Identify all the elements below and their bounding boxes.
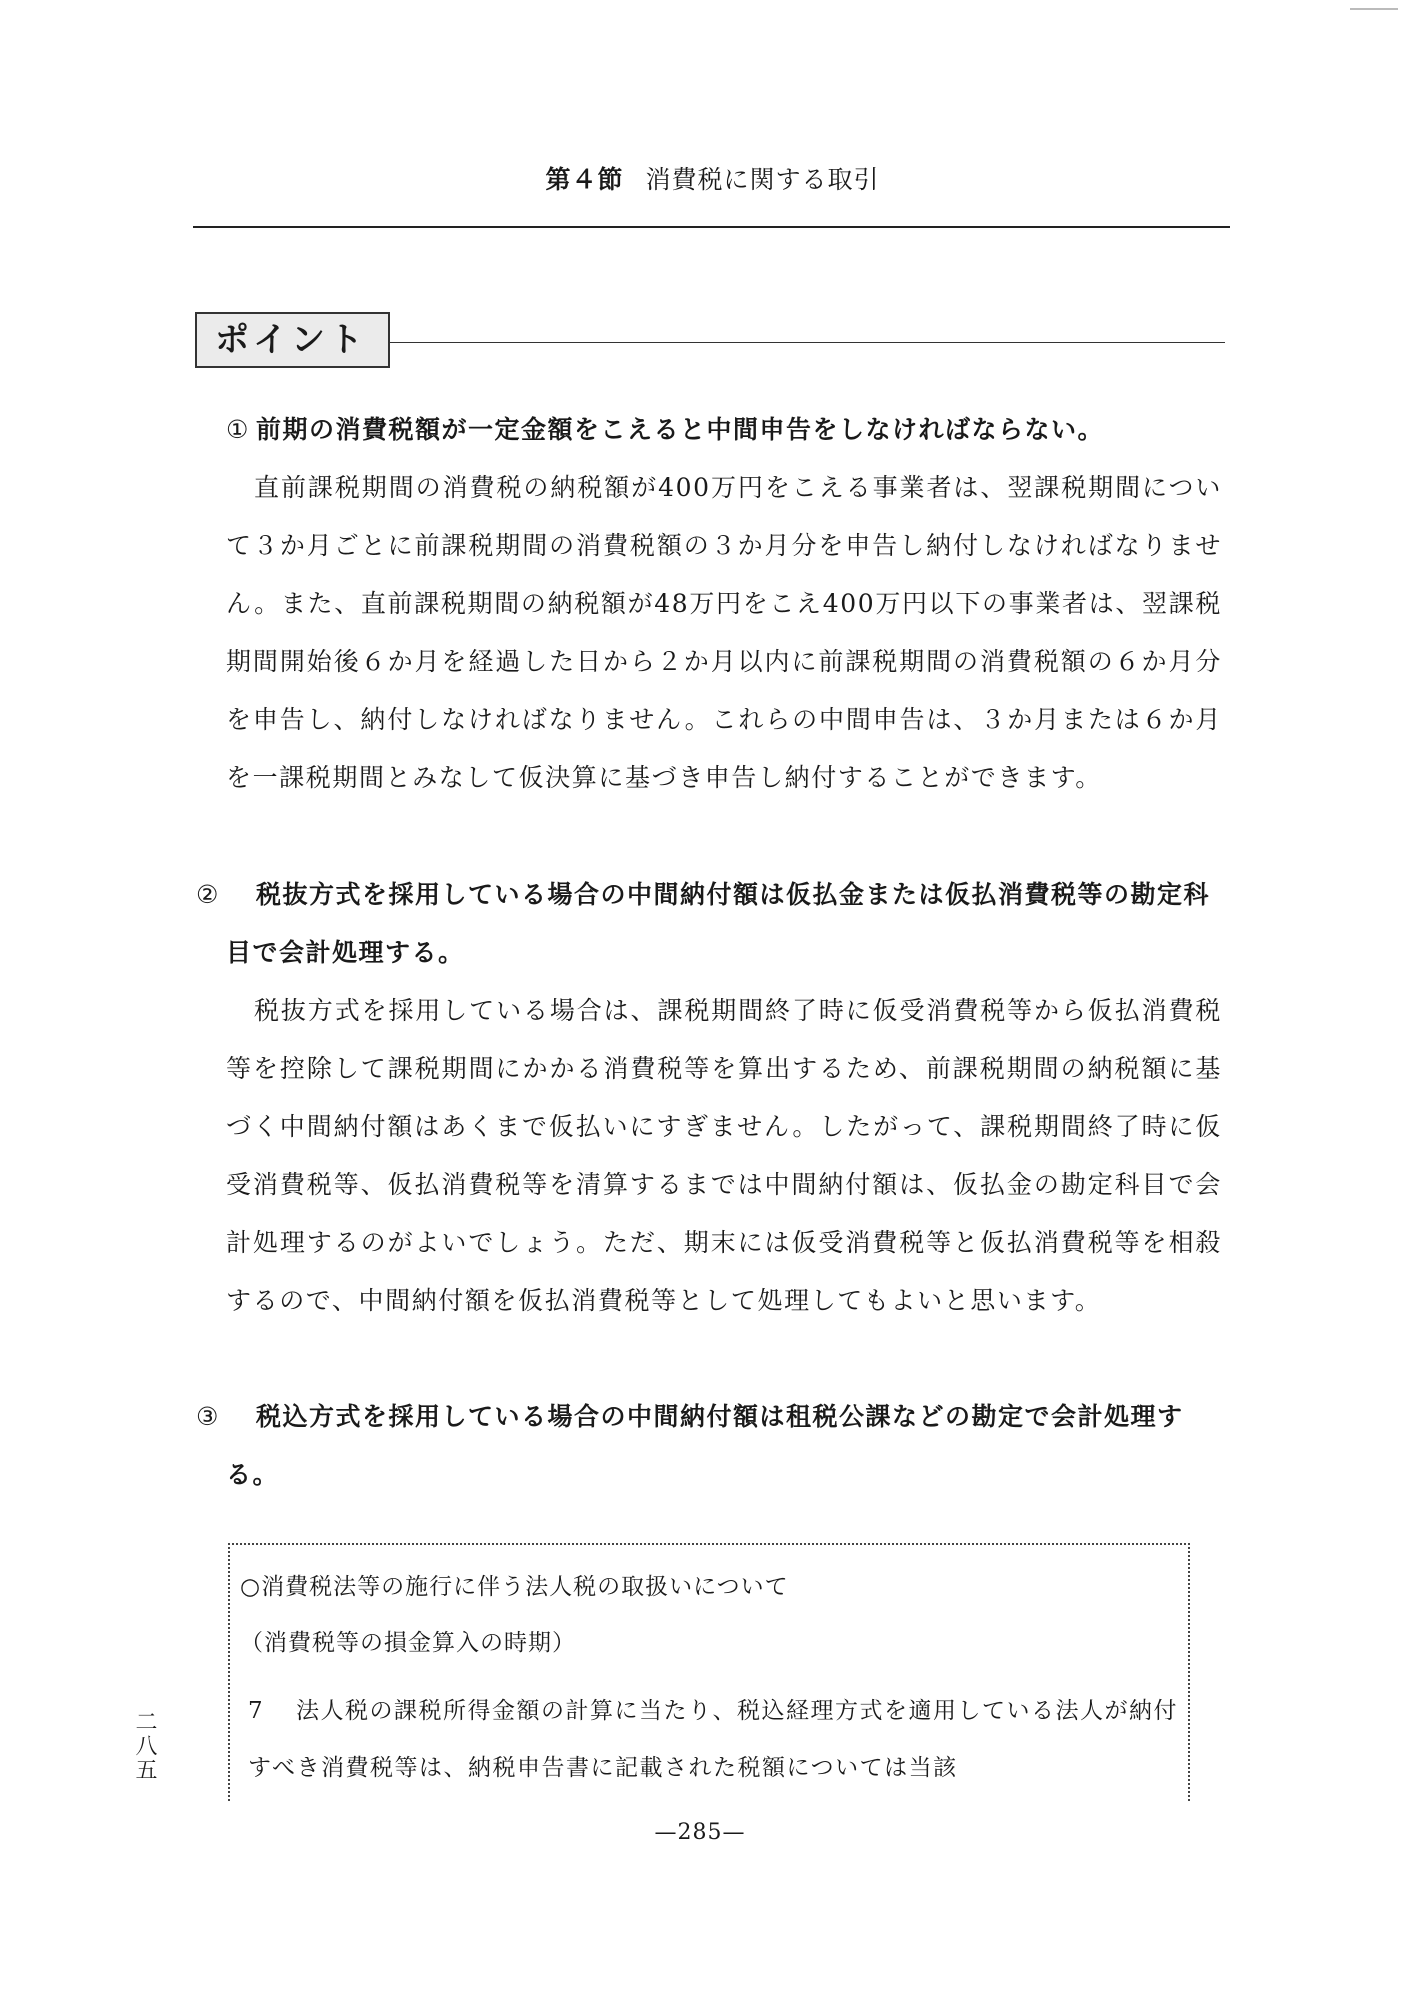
point-1-heading	[226, 401, 1231, 459]
point-1-body: 直前課税期間の消費税の納税額が400万円をこえる事業者は、翌課税期間について３か月ごとに前課税期間の消費税額の３か月分を申告し納付しなければなりません。また、直前課税期間の納税額が48万円をこえ400万円以下の事業者は、翌課税期間開始後６か月を経過した日から２か月以内に前課税期間の消費税額の６か月分を申告し、納付しなければなりません。これらの中間申告は、３か月または６か月を一課税期間とみなして仮決算に基づき申告し納付することができます。	[226, 473, 1222, 792]
section-title: 消費税に関する取引	[645, 165, 880, 194]
point-1-heading-text: 前期の消費税額が一定金額をこえると中間申告をしなければならない。	[256, 415, 1105, 444]
point-rule	[390, 342, 1225, 343]
point-label-box: ポイント	[195, 312, 390, 368]
point-1-number: ①	[226, 415, 250, 444]
note-title: ○消費税法等の施行に伴う法人税の取扱いについて	[240, 1574, 789, 1600]
note-item-text: 法人税の課税所得金額の計算に当たり、税込経理方式を適用している法人が納付すべき消費税等は、納税申告書に記載された税額については当該	[248, 1698, 1178, 1781]
side-page-number: 二八五	[132, 1710, 157, 1782]
section-number: 第４節	[545, 165, 624, 194]
point-2-heading-text: 税抜方式を採用している場合の中間納付額は仮払金または仮払消費税等の勘定科目で会計処理する。	[226, 880, 1211, 967]
point-2-number: ②	[196, 880, 220, 909]
page-number: —285—	[654, 1820, 746, 1845]
point-3-heading-text: 税込方式を採用している場合の中間納付額は租税公課などの勘定で会計処理する。	[226, 1402, 1184, 1489]
point-2-body: 税抜方式を採用している場合は、課税期間終了時に仮受消費税等から仮払消費税等を控除して課税期間にかかる消費税等を算出するため、前課税期間の納税額に基づく中間納付額はあくまで仮払いにすぎません。したがって、課税期間終了時に仮受消費税等、仮払消費税等を清算するまでは中間納付額は、仮払金の勘定科目で会計処理するのがよいでしょう。ただ、期末には仮受消費税等と仮払消費税等を相殺するので、中間納付額を仮払消費税等として処理してもよいと思います。	[226, 996, 1222, 1315]
corner-mark	[1350, 8, 1398, 10]
point-3-number: ③	[196, 1402, 220, 1431]
note-subtitle: （消費税等の損金算入の時期）	[240, 1630, 576, 1656]
point-3-heading	[196, 1388, 1231, 1504]
header-rule	[193, 226, 1230, 228]
note-item	[248, 1683, 1178, 1797]
note-item-number: 7	[248, 1698, 265, 1724]
point-2-heading	[196, 866, 1231, 982]
running-header	[195, 160, 1230, 196]
